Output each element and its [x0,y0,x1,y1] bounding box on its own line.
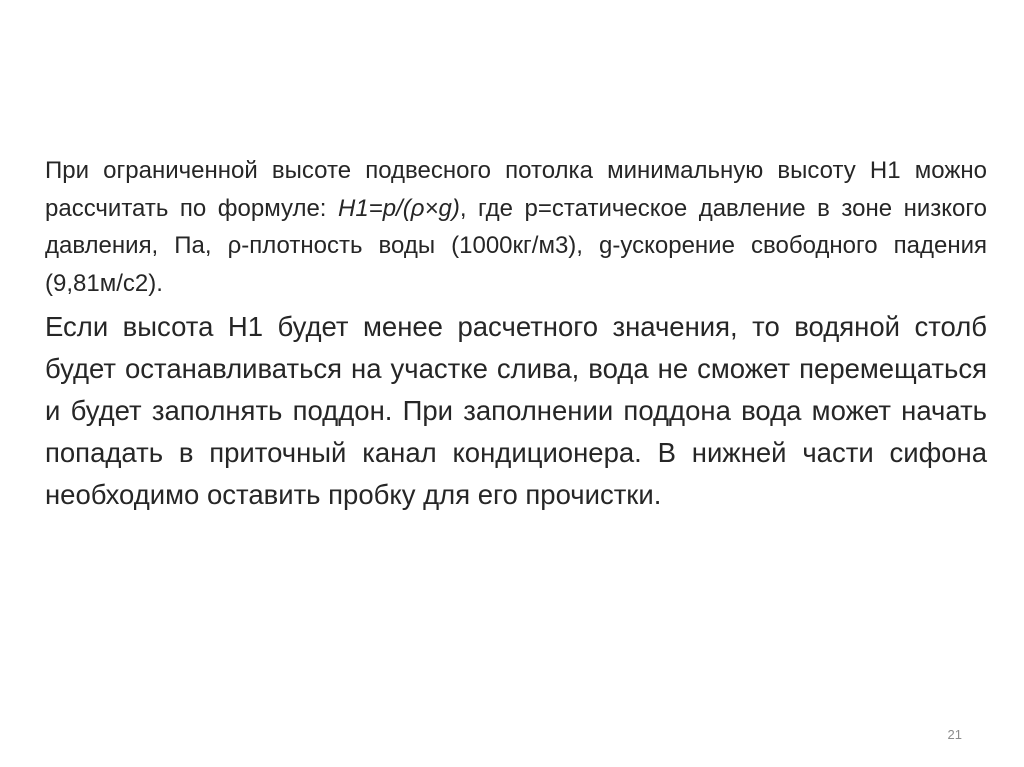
paragraph-formula-text-before: При ограниченной высоте подвесного потолка минимальную высоту Н1 можно рассчитать по формуле: [45,157,987,222]
page-number: 21 [947,727,962,742]
paragraph-formula [45,152,987,302]
formula: Н1=р/(ρ×g) [338,194,460,222]
paragraph-formula-text-after: , где р=статическое давление в зоне низкого давления, Па, ρ-плотность воды (1000кг/м3), g-ускорение свободного падения (9,81м/с2). [45,194,987,297]
slide-body [45,152,987,516]
paragraph-consequences: Если высота Н1 будет менее расчетного значения, то водяной столб будет останавливаться на участке слива, вода не сможет перемещаться и будет заполнять поддон. При заполнении поддона вода может начать попадать в приточный канал кондиционера. В нижней части сифона необходимо оставить пробку для его прочистки. [45,311,987,510]
